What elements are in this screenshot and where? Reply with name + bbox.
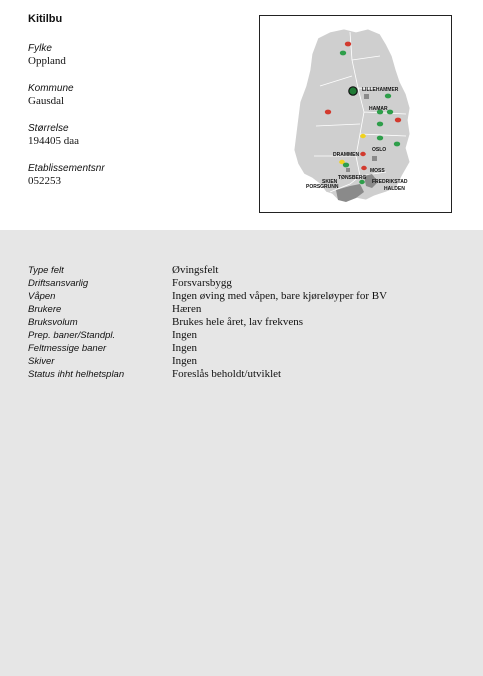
city-label: HALDEN	[384, 186, 405, 192]
map-marker	[360, 152, 366, 156]
city-label: TØNSBERG	[338, 175, 367, 181]
map-marker	[372, 156, 377, 161]
map-marker	[325, 110, 331, 115]
map-marker	[361, 166, 367, 170]
map-marker	[360, 134, 366, 138]
page-title: Kitilbu	[28, 13, 63, 25]
city-label: SKIEN	[322, 179, 338, 185]
city-label: HAMAR	[369, 106, 388, 112]
detail-value: Hæren	[172, 303, 202, 315]
header-panel	[0, 0, 483, 230]
map-marker	[377, 122, 383, 127]
detail-value: Ingen øving med våpen, bare kjøreløyper for BV	[172, 290, 388, 302]
field-fylke	[28, 43, 228, 68]
region-map-svg	[260, 16, 451, 212]
city-label: PORSGRUNN	[306, 184, 339, 190]
map-marker	[340, 51, 346, 56]
detail-key: Type felt	[28, 265, 64, 276]
map-marker	[343, 163, 349, 168]
field-kommune	[28, 83, 228, 108]
detail-value: Brukes hele året, lav frekvens	[172, 316, 304, 328]
field-value: Oppland	[28, 55, 66, 67]
field-label: Fylke	[28, 43, 52, 54]
detail-key: Prep. baner/Standpl.	[28, 330, 116, 341]
detail-key: Bruksvolum	[28, 317, 78, 328]
city-label: FREDRIKSTAD	[372, 179, 408, 185]
city-label: DRAMMEN	[333, 152, 360, 158]
field-storrelse	[28, 123, 228, 148]
detail-value: Foreslås beholdt/utviklet	[172, 368, 282, 380]
detail-value: Forsvarsbygg	[172, 277, 232, 289]
field-value: Gausdal	[28, 95, 65, 107]
map-marker	[364, 94, 369, 99]
location-map	[259, 15, 452, 213]
detail-key: Brukere	[28, 304, 62, 315]
city-label: OSLO	[372, 147, 387, 153]
map-marker	[345, 42, 351, 47]
map-marker	[346, 168, 350, 172]
field-value: 052253	[28, 175, 61, 187]
map-marker-primary	[349, 87, 357, 95]
field-value: 194405 daa	[28, 135, 80, 147]
detail-key: Driftsansvarlig	[28, 278, 89, 289]
detail-key: Status ihht helhetsplan	[28, 369, 125, 380]
city-label: MOSS	[370, 168, 385, 174]
field-etablissementsnr	[28, 163, 228, 188]
detail-key: Skiver	[28, 356, 55, 367]
detail-value: Øvingsfelt	[172, 264, 219, 276]
map-marker	[377, 136, 383, 141]
map-marker	[394, 142, 400, 147]
field-label: Størrelse	[28, 123, 69, 134]
detail-value: Ingen	[172, 329, 198, 341]
detail-key: Feltmessige baner	[28, 343, 107, 354]
detail-key: Våpen	[28, 291, 56, 302]
map-marker	[385, 94, 391, 99]
city-label: LILLEHAMMER	[362, 87, 399, 93]
detail-value: Ingen	[172, 342, 198, 354]
map-marker	[395, 118, 401, 123]
detail-value: Ingen	[172, 355, 198, 367]
field-label: Etablissementsnr	[28, 163, 105, 174]
field-label: Kommune	[28, 83, 74, 94]
map-marker	[387, 110, 393, 115]
